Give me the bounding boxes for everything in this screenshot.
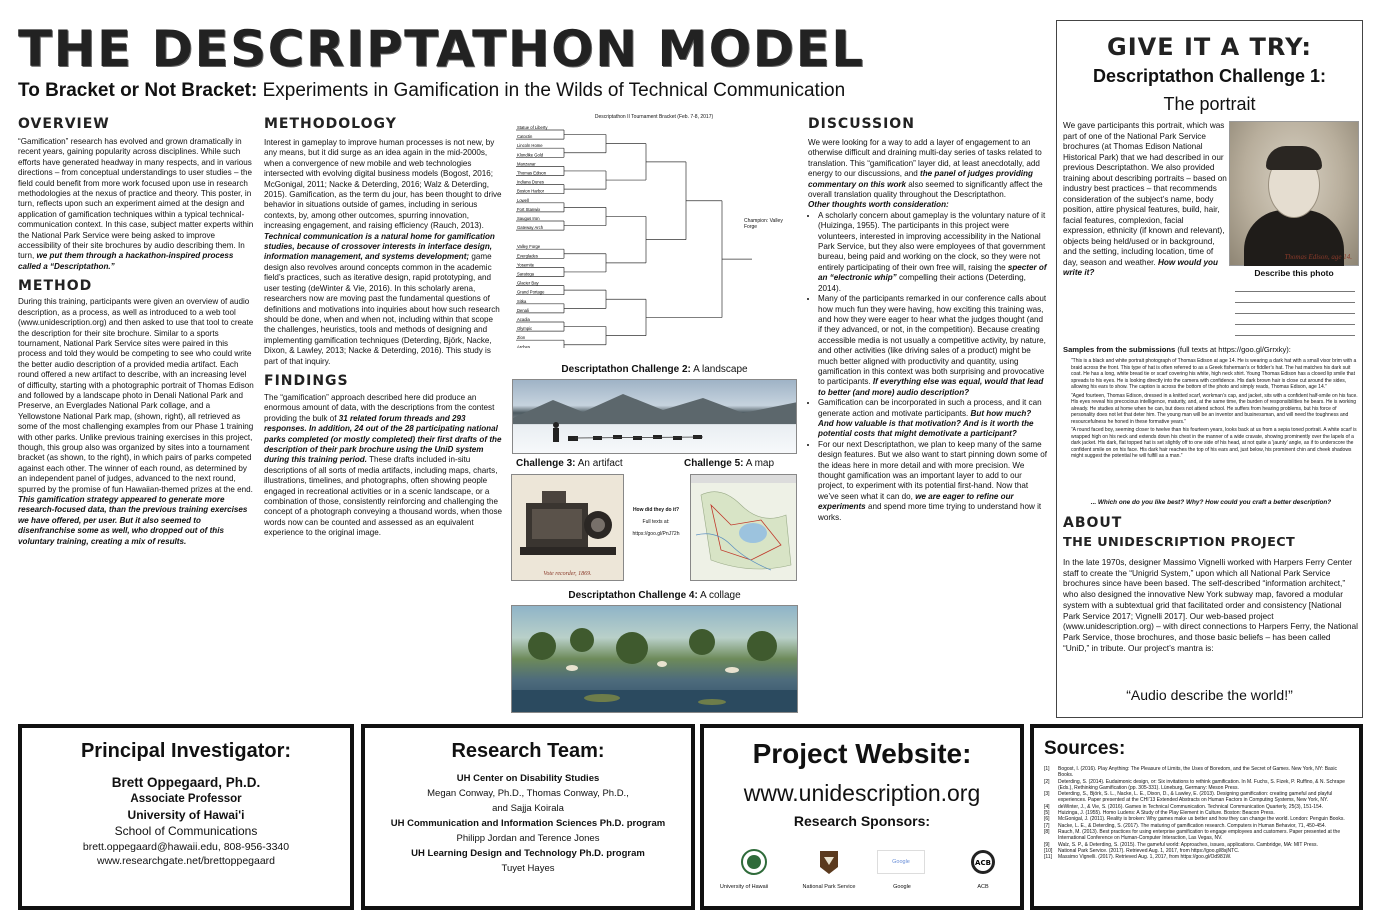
sources-list: [1044, 766, 1349, 860]
about-heading-project: THE UNIDESCRIPTION PROJECT: [1063, 535, 1296, 550]
how-link[interactable]: https://goo.gl/PnJ72h: [632, 531, 680, 537]
bracket-team: Statue of Liberty: [517, 125, 548, 130]
everglades-collage-graphic: [512, 606, 798, 713]
bracket-team: Denali: [517, 307, 529, 313]
website-url[interactable]: www.unidescription.org: [743, 780, 981, 806]
sample-item: “Aged fourteen, Thomas Edison, dressed in a knitted scarf, workman’s cap, and jacket, sits with a confident half-smile on his face. His eyes reveal his precocious intelligence, maturity, and, at the same time, the burden of responsibilities he bears. He is working already. He studies at home when he can, but does not attend school. He suffers from hearing problems, but his force of personality does not let that deter him. The young man will be an inventor and businessman, and will need the toughness and resourcefulness he honed in these formative years.”: [1071, 392, 1358, 425]
challenge5-caption: Challenge 5: A map: [684, 458, 775, 469]
challenge4-caption: Descriptathon Challenge 4: A collage: [568, 590, 741, 601]
methodology-section: [264, 116, 504, 539]
pi-role: Associate Professor: [130, 793, 242, 805]
give-it-a-try-panel: [1056, 20, 1363, 718]
sample-list: [1063, 358, 1359, 462]
team-members: Megan Conway, Ph.D., Thomas Conway, Ph.D.,: [427, 788, 629, 799]
bracket-team: Saugus Iron: [517, 216, 540, 221]
discussion-bullet: • Many of the participants remarked in our conference calls about how much fun they were having, how exciting this training was, and how they were eager to hear what the judges thought (and if they advanced, or not, in the competition). Because creating accessible media is not usually a competitive activity, by nature, and other activities (like driving sales of a product) might be much better aligned with productivity and quantity, using gamification in this context was both surprising and provocative to participants. If everything else was equal, would that lead to better (and more) audio description?: [818, 294, 1048, 398]
method-text: During this training, participants were given an overview of audio description, as a process, as well as introduced to a web tool (www.unidescription.org) and then asked to use that tool to create the description for their site brochure. Similar to a sports tournament, National Park Service sites were paired in this process and told they would be competing to see who could write the better audio description of a provided media artifact. Each round offered a new artifact to describe, with an increasing level of difficulty, starting with a photographic portrait of Thomas Edison and followed by a landscape photo in Denali National Park and Preserve, an Everglades National Park collage, and a Yellowstone National Park map, (shown, right), all retrieved as some of the most challenging examples from our Phase 1 training with other parks. Unlike previous training exercises in this project, though, this group also was organized by sites into a tournament bracket (as shown, to the right), in which pairs of parks competed against each other. The winner of each round, as determined by an independent panel of judges, advanced to the next round, spurred by the promise of fun Hawaiian-themed prizes at the end. This gamification strategy appeared to generate more research-focused data, than the previous training exercises we have offered, per user. But it also seemed to disenfranchise some as well, who dropped out of this voluntary training, creating a mix of results.: [18, 297, 254, 546]
yellowstone-map-graphic: [691, 475, 797, 581]
collage-image: [511, 605, 798, 713]
landscape-image: [512, 379, 797, 454]
describe-label: Describe this photo: [1254, 268, 1334, 278]
pi-heading: Principal Investigator:: [80, 740, 292, 762]
how-question: How did they do it?: [632, 507, 680, 513]
source-item: [1] Bogost, I. (2016). Play Anything: The Pleasure of Limits, the Uses of Boredom, and the Secret of Games. New York, NY: Basic Books.: [1044, 766, 1337, 779]
subtitle-bold: To Bracket or Not Bracket:: [18, 80, 258, 101]
samples-question: ... Which one do you like best? Why? How could you craft a better description?: [1090, 499, 1332, 506]
team-heading: Research Team:: [451, 740, 605, 762]
poster-subtitle: [18, 80, 1048, 102]
method-heading: METHOD: [18, 278, 93, 295]
source-item: [2] Deterding, S. (2014). Eudaimonic design, or: Six invitations to rethink gamification. In M. Fuchs, S. Fizek, P. Ruffino, & N. Schrape (Eds.), Rethinking Gamification (pp. 305-331). Lüneburg, Germany: Meson Press.: [1044, 778, 1345, 791]
bracket-team: Acadia: [517, 317, 530, 322]
map-image: [690, 474, 797, 581]
bracket-team: Zion: [517, 335, 526, 341]
challenge1-title: Descriptathon Challenge 1:: [1092, 66, 1327, 86]
uh-seal-icon: [728, 849, 780, 875]
pi-contact[interactable]: brett.oppegaard@hawaii.edu, 808-956-3340: [82, 841, 290, 853]
sponsors-heading: Research Sponsors:: [793, 813, 931, 829]
source-item: [11] Massimo Vignelli. (2017). Retrieved Aug. 1, 2017, from https://goo.gl/Od981W.: [1044, 854, 1232, 861]
team-box: [361, 724, 695, 910]
acb-logo-icon: [957, 849, 1009, 875]
about-mantra: “Audio describe the world!”: [1126, 687, 1293, 703]
bracket-team: Yosemite: [517, 262, 535, 268]
svg-text:ACB: ACB: [975, 859, 991, 867]
methodology-heading: METHODOLOGY: [264, 116, 397, 132]
source-item: [9] Walz, S. P., & Deterding, S. (2015). The gameful world: Approaches, issues, applications. Cambridge, MA: MIT Press.: [1044, 841, 1318, 848]
bracket-title: Descriptathon II Tournament Bracket (Feb. 7-8, 2017): [594, 114, 714, 120]
bracket-team: Everglades: [517, 253, 538, 259]
samples-heading: Samples from the submissions (full texts at https://goo.gl/Grrxky):: [1063, 345, 1291, 354]
how-note: [626, 504, 686, 540]
bracket-team: Catoctin: [517, 134, 533, 140]
website-heading: Project Website:: [752, 738, 972, 769]
bracket-lines: [512, 120, 796, 348]
discussion-bullet: • A scholarly concern about gameplay is the voluntary nature of it (Huizinga, 1955). The participants in this project were volunteers, interested in improving accessibility in the National Park Service, but they also were employees of that government bureau, being paid and working on the clock, so they were not entirely participating of their own free will, raising the specter of an “electronic whip” compelling their actions (Deterding, 2014).: [818, 211, 1048, 294]
team-group: UH Communication and Information Sciences Ph.D. program: [390, 818, 666, 829]
overview-section: [18, 116, 254, 547]
sample-item: “This is a black and white portrait photograph of Thomas Edison at age 14. He is wearing a dark hat with a small visor brim with a braid across the front. This type of hat is often referred to as a Greek fisherman’s or fiddler’s hat. The hat matches his dark suit coat. He has a long, white bread tie or scarf covering his white, high neck shirt. Young Thomas Edison has a closed lip smile that spreads to his eyes. He is looking directly into the camera with confidence. His dark brown hair is close cut around the sides, allowing his ears to show. The caption is across the bottom of the photo and simply reads, Thomas Edison, age 14.”: [1071, 358, 1357, 390]
about-text: In the late 1970s, designer Massimo Vignelli worked with Harpers Ferry Center staff to create the “Unigrid System,” upon which all National Park Service brochures since have been based. The self-described “information architect,” who also designed the innovative New York subway map, favored a modular system with a subtextual grid that facilitated order and consistency [National Park Service 2017; Vignelli 2017]. Our web-based project (www.unidescription.org) – with direct connections to Harpers Ferry, the National Park Service, those brochures, and those basic beliefs – has been called “UniD,” in tribute. Our project’s mantra is:: [1063, 557, 1358, 653]
sponsor-label: Google: [893, 884, 911, 890]
bracket-team: Valley Forge: [517, 244, 541, 250]
source-item: [7] Nacke, L. E., & Deterding, S. (2017). The maturing of gamification research. Computers in Human Behavior, 71, 450-454.: [1044, 822, 1327, 829]
source-item: [3] Deterding, S., Björk, S. L., Nacke, L. E., Dixon, D., & Lawley, E. (2013). Designing gamification: creating gameful and playful experiences. Paper presented at the CHI’13 Extended Abstracts on Human Factors in Computing Systems, New York, NY.: [1044, 791, 1333, 804]
bracket-team: Boston Harbor: [517, 188, 544, 194]
team-group: UH Center on Disability Studies: [456, 773, 600, 784]
discussion-other: Other thoughts worth consideration:: [808, 200, 949, 210]
challenge3-caption: Challenge 3: An artifact: [516, 458, 623, 469]
discussion-bullet: • For our next Descriptathon, we plan to keep many of the same design features. But we also want to start pinning down some of the ideas here in more detail and with more precision. We thought gamification was an important layer to add to our project, to experiment with its potential first-hand. Now that we’ve seen what it can do, we are eager to refine our experiments and spend more time trying to understand how it works.: [818, 440, 1048, 523]
edison-portrait: [1229, 121, 1359, 266]
artifact-caption: Vote recorder, 1869.: [543, 571, 592, 577]
bracket-team: Arches: [517, 344, 531, 348]
pi-web[interactable]: www.researchgate.net/brettoppegaard: [96, 855, 276, 867]
challenge2-caption: Descriptathon Challenge 2: A landscape: [561, 364, 748, 375]
investigator-box: [18, 724, 354, 910]
pi-school: School of Communications: [114, 824, 258, 838]
methodology-text: Interest in gameplay to improve human processes is not new, by any means, but it did surge as an idea again in the mid-2000s, when a convergence of new mobile and web technologies intersected with evolving digital business models (Bogost, 2016; McGonigal, 2011; Nacke & Deterding, 2016; Walz & Deterding, 2015). Gamification, as the term du jour, has been thought to drive behavior in situations outside of games, including in serious contexts, by, among other outcomes, spurring innovation, increasing engagement, and raising efficiency (Rauch, 2013). Technical communication is a natural home for gamification studies, because of crossover interests in interface design, information management, and systems development; game design also revolves around concepts common in the academic field’s practices, such as iterative design, rapid prototyping, and user testing (deWinter & Vie, 2016). In this scholarly arena, researchers now are moving past the fundamental questions of definitions and motivations into inquiries about how such research should be done, when and when not, including within that scope the challenges, heuristics, tools and methods of designing and implementing gamification techniques (Deterding, Björk, Nacke, Dixon, & Lawley, 2013; Nacke & Deterding, 2016). This study is part of that inquiry.: [264, 138, 502, 366]
about-heading: ABOUT: [1063, 515, 1123, 531]
vote-recorder-graphic: [512, 475, 624, 581]
source-item: [4] deWinter, J., & Vie, S. (2016). Games in Technical Communication. Technical Communication Quarterly, 25(3), 151-154.: [1044, 803, 1324, 810]
team-members: Philipp Jordan and Terence Jones: [456, 833, 600, 844]
source-item: [5] Huizinga, J. (1955). Homo Ludens: A Study of the Play Element in Culture. Boston: Beacon Press.: [1044, 810, 1275, 817]
sources-box: [1030, 724, 1363, 910]
bracket-team: Lincoln Home: [517, 143, 543, 149]
bracket-team: Manzanar: [517, 161, 536, 167]
challenge1-text: We gave participants this portrait, which was part of one of the National Park Service brochures (at Thomas Edison National Historical Park) that we had described in our previous Descriptathon. We also provided training about describing portraits – based on industry best practices – that recommends consideration of the subject’s name, body position, attire physical features, build, hair, facial features, complexion, facial expression, ethnicity (if known and relevant), objects being held/used or in background, and the setting, including location, time of day, season and weather. How would you write it?: [1063, 121, 1227, 277]
bracket-team: Saratoga: [517, 271, 534, 277]
nps-arrowhead-icon: [803, 849, 855, 875]
how-full-texts: Full texts at:: [642, 519, 670, 525]
tournament-bracket: [512, 114, 796, 348]
describe-lines[interactable]: [1235, 281, 1355, 336]
team-group: UH Learning Design and Technology Ph.D. program: [411, 848, 645, 859]
discussion-bullet: • Gamification can be incorporated in such a process, and it can generate action and motivate participants. But how much? And how valuable is that motivation? And is it worth the potential costs that might demotivate a participant?: [818, 398, 1048, 440]
pi-university: University of Hawai'i: [127, 808, 245, 822]
bracket-team: Sitka: [517, 298, 527, 304]
sponsor-label: National Park Service: [802, 884, 856, 890]
sponsor-label: University of Hawaii: [719, 884, 769, 890]
discussion-intro: We were looking for a way to add a layer of engagement to an otherwise difficult and draining multi-day series of tasks related to translation. This “gamification” layer did, at least anecdotally, add energy to our discussions, and the panel of judges providing commentary on this work also seemed to significantly affect the overall translation quality throughout the Descriptathon.: [808, 138, 1043, 200]
sources-heading: Sources:: [1044, 738, 1126, 759]
google-logo: Google: [877, 850, 925, 874]
bracket-team: Lowell: [517, 197, 529, 203]
bracket-team: Glacier Bay: [517, 280, 539, 286]
source-item: [6] McGonigal, J. (2011). Reality is broken: Why games make us better and how they can change the world. London: Penguin Books.: [1044, 816, 1345, 823]
portrait-caption: Thomas Edison, age 14.: [1284, 253, 1352, 261]
team-members: Tuyet Hayes: [501, 863, 555, 874]
overview-heading: OVERVIEW: [18, 116, 110, 132]
bracket-team: Olympic: [517, 326, 533, 332]
findings-text: The “gamification” approach described here did produce an enormous amount of data, with the descriptions from the contest providing the bulk of 31 related forum threads and 293 responses. In addition, 24 out of the 28 participating national parks completed (or mostly completed) their first drafts of the description of their park brochure using the UniD system during this training period. These drafts included in-situ descriptions of all sorts of media artifacts, including maps, charts, illustrations, timelines, and photographs, often showing people engaged in recreational activities or in a scenic landscape, or a combination of those, consistently reinforcing and challenging the concept of a photograph conveying a thousand words, when those words now can be counted and assessed as an equivalent experience to the original image.: [264, 392, 503, 538]
bracket-team: Thomas Edison: [517, 170, 547, 176]
sponsor-label: ACB: [977, 884, 989, 890]
artifact-image: [511, 474, 624, 581]
overview-text: “Gamification” research has evolved and grown dramatically in recent years, gaining popularity across disciplines. While such efforts have generated headway in many respects, and in various directions – from conceptual understandings to user studies – the field could benefit from more work focused upon use in research methodologies at the nexus of practice and theory. This poster, in turn, reflects upon such an experiment aimed at the design and application of gamification techniques within a typical technical-communication context. In this case, subject matter experts within the National Park Service were being asked to improve accessibility of their site brochures by audio describing them. In turn, we put them through a hackathon-inspired process called a “Descriptathon.”: [18, 137, 254, 271]
subtitle-rest: Experiments in Gamification in the Wilds of Technical Communication: [257, 80, 846, 101]
discussion-heading: DISCUSSION: [808, 116, 915, 132]
poster-title: THE DESCRIPTATHON MODEL: [18, 24, 865, 74]
source-item: [10] National Park Service. (2017). Retrieved Aug. 1, 2017, from https://goo.gl/8sjNTC.: [1044, 847, 1240, 854]
findings-heading: FINDINGS: [264, 372, 349, 389]
bracket-team: Gateway Arch: [517, 225, 544, 231]
team-members: and Sajja Koirala: [492, 803, 564, 814]
bracket-team: Indiana Dunes: [517, 179, 545, 185]
bracket-team: Fort Stanwix: [517, 206, 541, 212]
bracket-team: Klondike Gold: [517, 152, 544, 158]
sample-item: “A round faced boy, seeming closer to twelve than his fourteen years, looks back at us from a sepia toned portrait. A white scarf is wrapped high on his neck and extends down his chest in the manner of a wide cravate, showing prominently over the lapels of a dark jacket. His dark, flat topped hat is set slightly off to one side of his head, at not quite a ‘jaunty’ angle, as if to underscore the confident smile on on his face. His dark hair reaches the top of his ears and, just below, his prominent chin and cheek shadows might suggest the potential he will fulfill as a man.”: [1071, 427, 1357, 459]
bracket-champion: Champion: Valley Forge: [744, 218, 783, 230]
pi-name: Brett Oppegaard, Ph.D.: [111, 775, 261, 790]
source-item: [8] Rauch, M. (2013). Best practices for using enterprise gamification to engage employees and customers. Paper presented at the International Conference on Human-Computer Interaction, Las Vegas, NV.: [1044, 828, 1341, 842]
bracket-team: Grand Portage: [517, 289, 545, 295]
website-box: [700, 724, 1024, 910]
discussion-section: [808, 116, 1048, 523]
challenge1-subtitle: The portrait: [1163, 94, 1256, 114]
dog-sled-graphic: [513, 380, 797, 454]
try-heading: GIVE IT A TRY:: [1107, 33, 1312, 61]
